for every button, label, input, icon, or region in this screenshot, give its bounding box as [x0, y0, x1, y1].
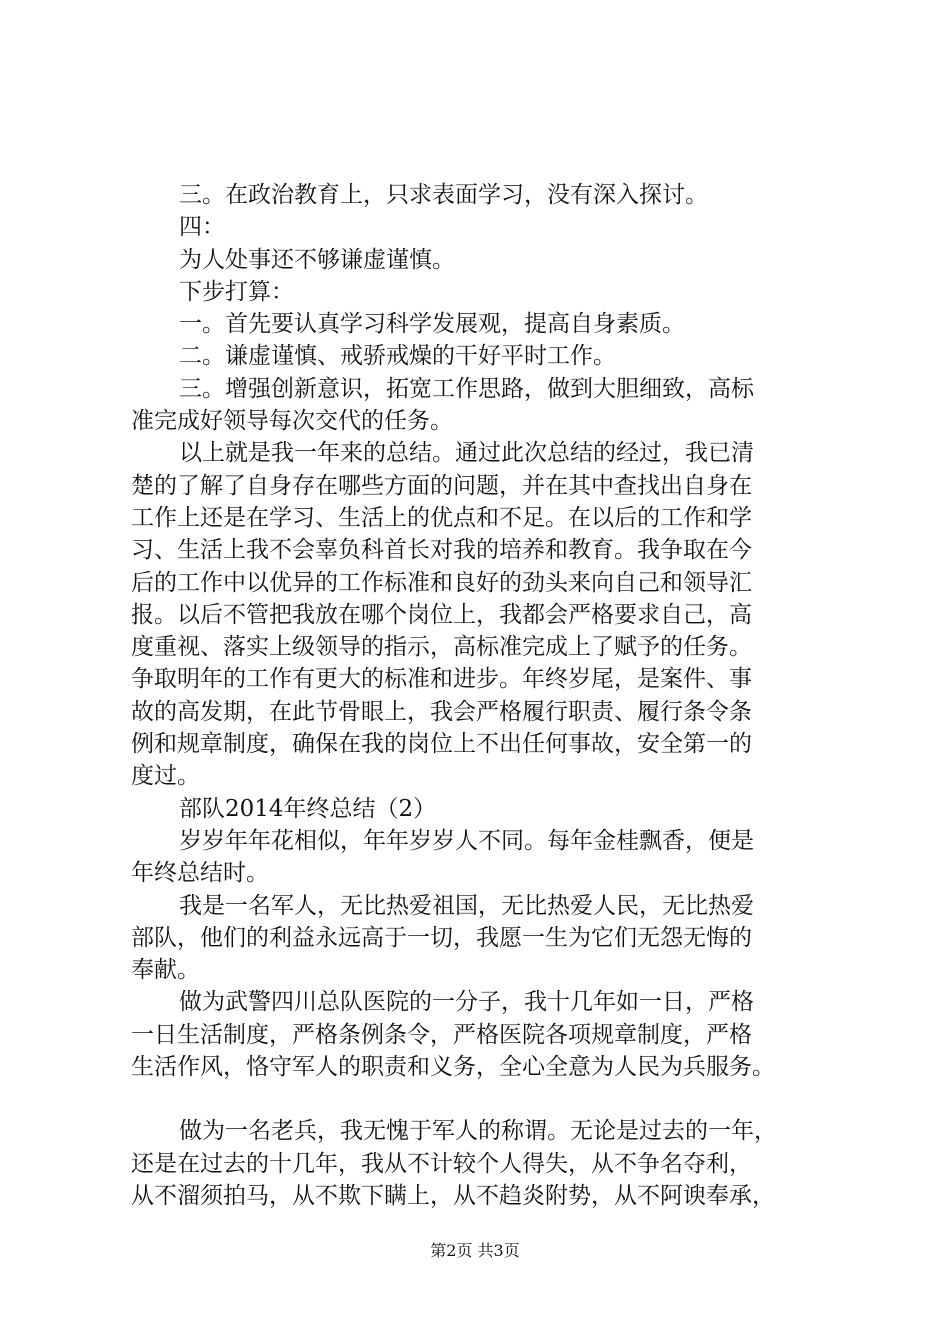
text-line: 做为武警四川总队医院的一分子，我十几年如一日，严格	[179, 989, 754, 1016]
paragraph-gap	[131, 1083, 831, 1115]
text-line: 我是一名军人，无比热爱祖国，无比热爱人民，无比热爱	[179, 892, 754, 919]
text-line: 下步打算：	[179, 278, 294, 305]
text-line: 岁岁年年花相似，年年岁岁人不同。每年金桂飘香，便是	[179, 827, 754, 854]
text-line: 还是在过去的十几年，我从不计较个人得失，从不争名夺利，	[131, 1150, 752, 1177]
text-line: 三。在政治教育上，只求表面学习，没有深入探讨。	[179, 182, 708, 208]
text-line: 为人处事还不够谦虚谨慎。	[179, 246, 455, 273]
text-line: 故的高发期，在此节骨眼上，我会严格履行职责、履行条令条	[131, 698, 752, 725]
text-line: 年终总结时。	[131, 860, 269, 887]
text-line: 报。以后不管把我放在哪个岗位上，我都会严格要求自己，高	[131, 601, 752, 628]
text-line: 部队，他们的利益永远高于一切，我愿一生为它们无怨无悔的	[131, 924, 752, 951]
text-line: 习、生活上我不会辜负科首长对我的培养和教育。我争取在今	[131, 537, 752, 564]
text-line: 三。增强创新意识，拓宽工作思路，做到大胆细致，高标	[179, 375, 754, 402]
text-line: 楚的了解了自身存在哪些方面的问题，并在其中查找出自身在	[131, 472, 752, 499]
text-line: 一日生活制度，严格条例条令，严格医院各项规章制度，严格	[131, 1021, 752, 1048]
text-line: 做为一名老兵，我无愧于军人的称谓。无论是过去的一年，	[179, 1118, 777, 1145]
text-line: 争取明年的工作有更大的标准和进步。年终岁尾，是案件、事	[131, 666, 752, 693]
text-line: 从不溜须拍马，从不欺下瞒上，从不趋炎附势，从不阿谀奉承，	[131, 1182, 775, 1209]
text-line: 二。谦虚谨慎、戒骄戒燥的干好平时工作。	[179, 343, 616, 370]
text-line: 工作上还是在学习、生活上的优点和不足。在以后的工作和学	[131, 504, 752, 531]
page-footer: 第2页 共3页	[430, 1241, 520, 1260]
text-line: 度重视、落实上级领导的指示，高标准完成上了赋予的任务。	[131, 634, 752, 661]
text-line: 度过。	[131, 763, 200, 790]
text-line: 后的工作中以优异的工作标准和良好的劲头来向自己和领导汇	[131, 569, 752, 596]
section-heading: 部队2014年终总结（2）	[179, 795, 437, 822]
text-line: 奉献。	[131, 957, 200, 984]
text-line: 一。首先要认真学习科学发展观，提高自身素质。	[179, 311, 685, 338]
text-line: 以上就是我一年来的总结。通过此次总结的经过，我已清	[179, 440, 754, 467]
text-line: 准完成好领导每次交代的任务。	[131, 408, 453, 435]
document-body	[131, 179, 831, 1212]
text-line: 四：	[179, 214, 225, 241]
text-line: 生活作风，恪守军人的职责和义务，全心全意为人民为兵服务。	[131, 1054, 775, 1081]
text-line: 例和规章制度，确保在我的岗位上不出任何事故，安全第一的	[131, 731, 752, 758]
